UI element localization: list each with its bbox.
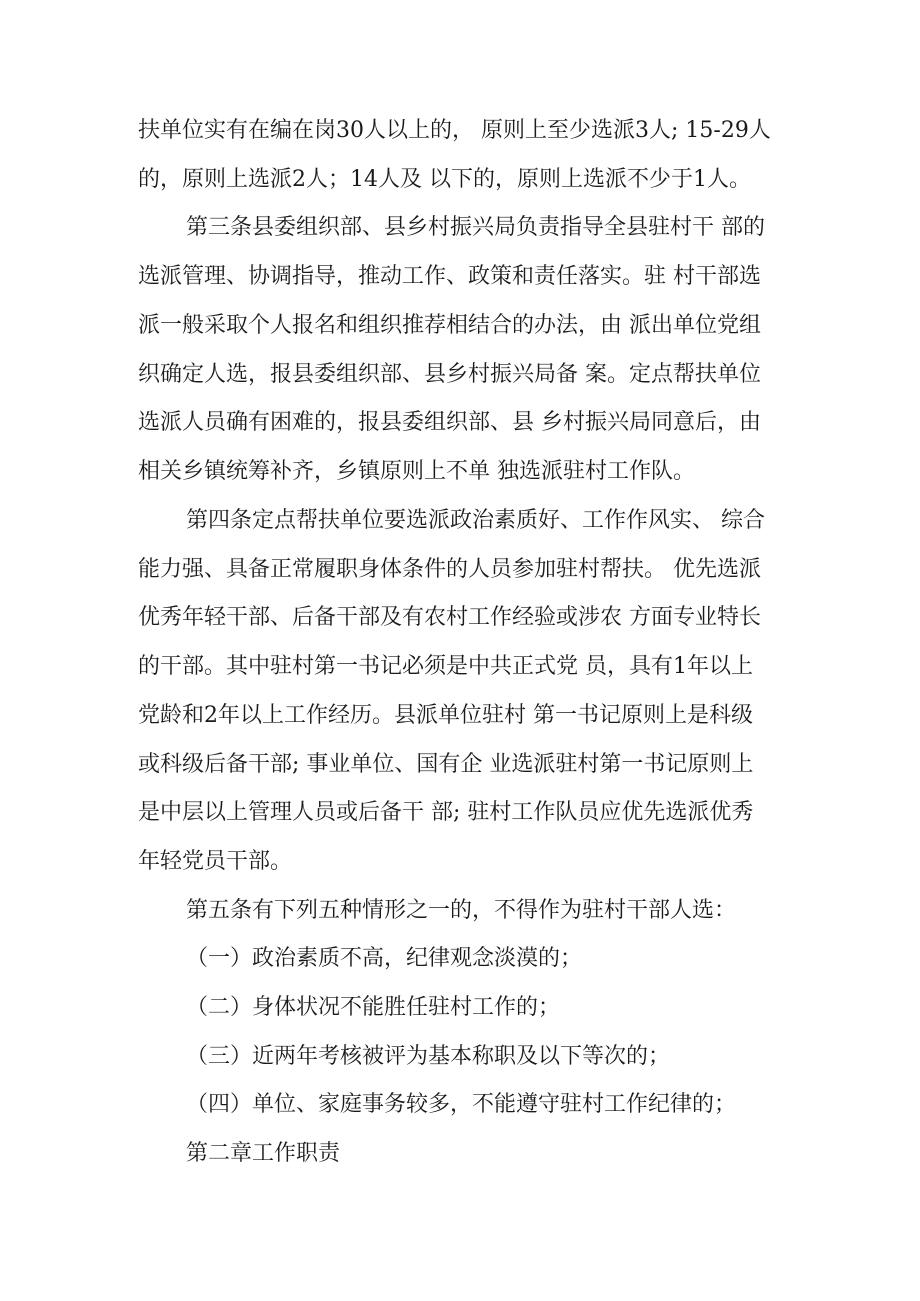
- list-item: （一）政治素质不高，纪律观念淡漠的；: [186, 946, 583, 971]
- chapter-heading: 第二章工作职责: [186, 1141, 341, 1166]
- text-line: 的，原则上选派2人；14人及 以下的，原则上选派不少于1人。: [138, 167, 751, 192]
- text-line: 党龄和2年以上工作经历。县派单位驻村 第一书记原则上是科级: [138, 703, 753, 728]
- text-line: 或科级后备干部; 事业单位、国有企 业选派驻村第一书记原则上: [138, 752, 754, 777]
- text-line: 能力强、具备正常履职身体条件的人员参加驻村帮扶。 优先选派: [138, 557, 761, 582]
- text-line: 选派人员确有困难的，报县委组织部、县 乡村振兴局同意后，由: [138, 410, 761, 435]
- text-line: 选派管理、协调指导，推动工作、政策和责任落实。驻 村干部选: [138, 264, 761, 289]
- text-line: 优秀年轻干部、后备干部及有农村工作经验或涉农 方面专业特长: [138, 605, 761, 630]
- article-5-heading-line: 第五条有下列五种情形之一的，不得作为驻村干部人选：: [186, 898, 737, 923]
- text-line: 是中层以上管理人员或后备干 部; 驻村工作队员应优先选派优秀: [138, 800, 754, 825]
- text-line: 的干部。其中驻村第一书记必须是中共正式党 员，具有1年以上: [138, 654, 753, 679]
- text-line: 扶单位实有在编在岗30人以上的， 原则上至少选派3人; 15-29人: [138, 118, 771, 143]
- text-line: 织确定人选，报县委组织部、县乡村振兴局备 案。定点帮扶单位: [138, 362, 761, 387]
- list-item: （二）身体状况不能胜任驻村工作的；: [186, 995, 561, 1020]
- text-line: 年轻党员干部。: [138, 849, 293, 874]
- list-item: （四）单位、家庭事务较多，不能遵守驻村工作纪律的；: [186, 1092, 737, 1117]
- list-item: （三）近两年考核被评为基本称职及以下等次的；: [186, 1044, 671, 1069]
- text-line: 派一般采取个人报名和组织推荐相结合的办法，由 派出单位党组: [138, 313, 761, 338]
- article-3-heading-line: 第三条县委组织部、县乡村振兴局负责指导全县驻村干 部的: [186, 215, 765, 240]
- text-line: 相关乡镇统筹补齐，乡镇原则上不单 独选派驻村工作队。: [138, 459, 695, 484]
- article-4-heading-line: 第四条定点帮扶单位要选派政治素质好、工作作风实、 综合: [186, 508, 765, 533]
